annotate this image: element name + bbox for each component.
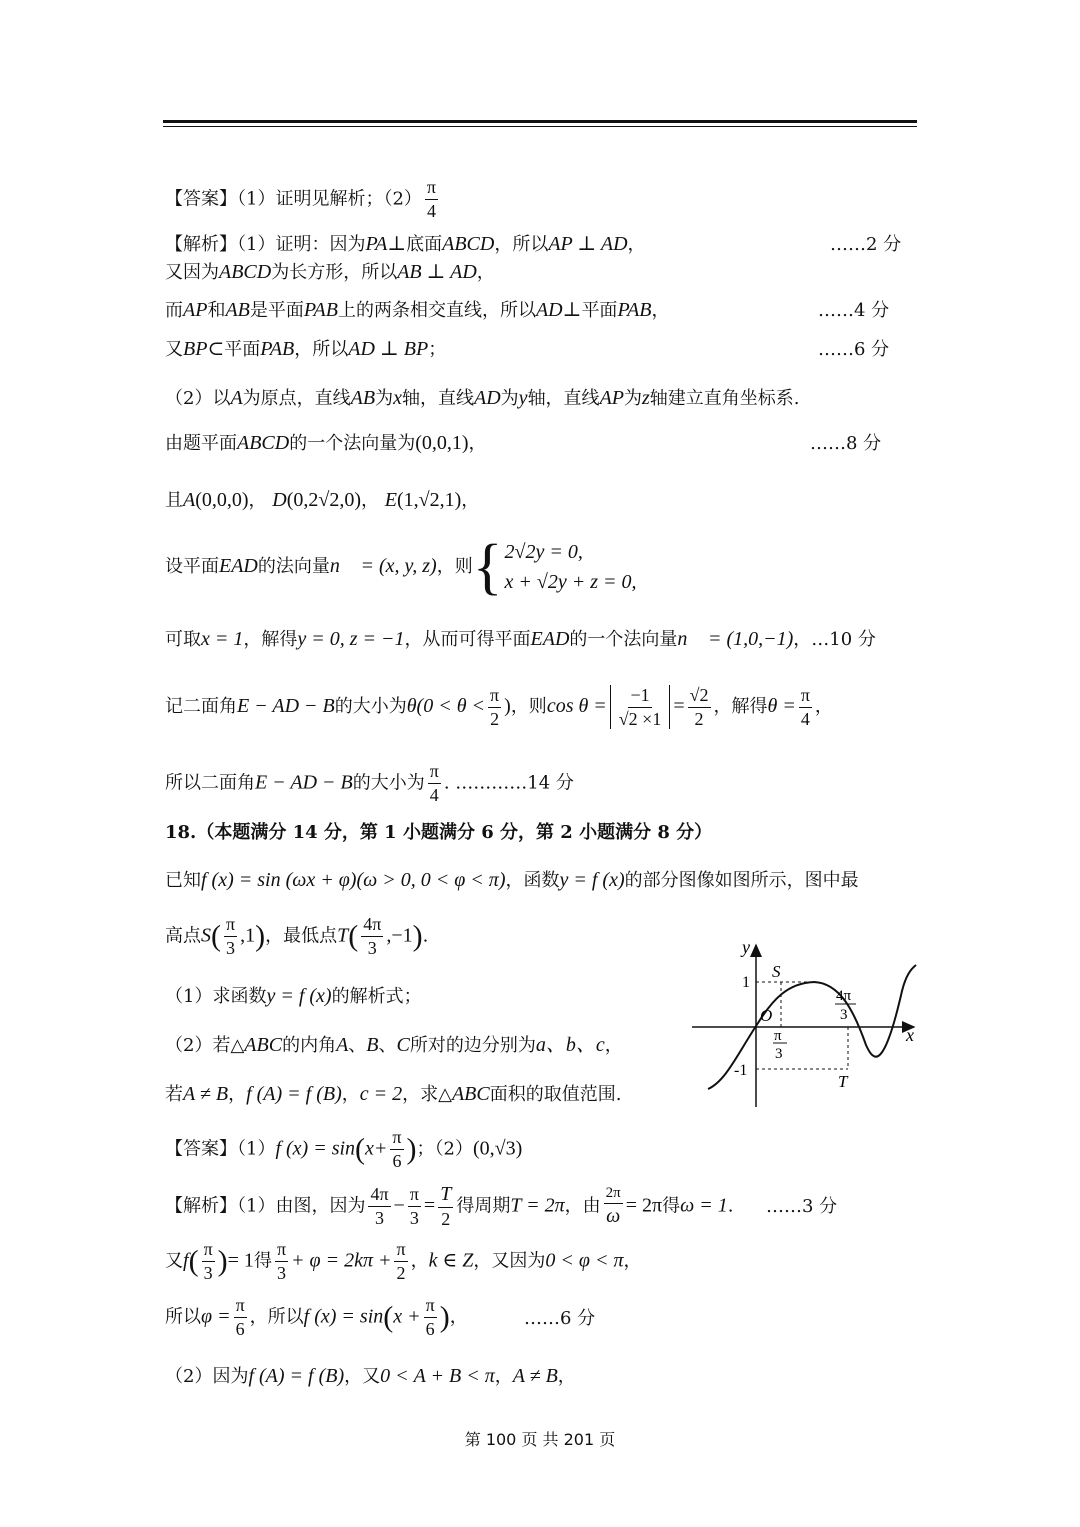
solution-17-line-1: 【解析】（1）证明：因为PA⊥底面ABCD，所以AP ⊥ AD， (165, 233, 646, 255)
score-6-b: ……6 分 (524, 1308, 596, 1329)
score-6: ……6 分 (818, 339, 890, 360)
solution-17-line-4: 又BP⊂平面PAB，所以AD ⊥ BP； (165, 338, 447, 360)
score-4: ……4 分 (818, 300, 890, 321)
solution-17-line-5: （2）以A为原点，直线AB为x轴，直线AD为y轴，直线AP为z轴建立直角坐标系. (165, 387, 800, 409)
solution-17-line-2: 又因为ABCD为长方形，所以AB ⊥ AD， (165, 261, 495, 283)
fraction-neg1: $\frac{-1}{√2 \times 1}$ (618, 684, 662, 729)
question-18-line-2: 高点S( $\frac{\pi}{3}$ ,1)，最低点T( $\frac{4\pi}{3}$ ,−1). (165, 914, 429, 958)
solution-17-line-9: 可取x = 1，解得y = 0, z = −1，从而可得平面EAD的一个法向量n⃗ = (1,0,−1)，…10 分 (165, 628, 876, 650)
fraction-pi-6: $\frac{\pi}{6}$ (392, 1127, 402, 1171)
tick-pi: π (774, 1028, 782, 1044)
solution-17-line-8: 设平面EAD的法向量n⃗ = (x, y, z)，则 { 2√2y = 0, x + √2y + z = 0, (165, 533, 637, 601)
solution-18-line-1: 【解析】（1）由图，因为 $\frac{4\pi}{3}$ − $\frac{\pi}{3}$ = $\frac{T}{2}$ 得周期T = 2π，由 $\frac{2\pi}{\omega}$ = 2π得ω = 1. (165, 1183, 734, 1229)
question-18-header: 18.（本题满分 14 分，第 1 小题满分 6 分，第 2 小题满分 8 分） (165, 822, 713, 843)
tick-three: 3 (775, 1046, 783, 1062)
fraction-4pi-3: $\frac{4\pi}{3}$ (363, 914, 382, 958)
solution-17-line-3: 而AP和AB是平面PAB上的两条相交直线，所以AD⊥平面PAB， (165, 299, 670, 321)
tick-three-b: 3 (840, 1007, 848, 1023)
solution-18-line-2: 又f( $\frac{\pi}{3}$ )= 1得 $\frac{\pi}{3}$ + φ = 2kπ + $\frac{\pi}{2}$ ，k ∈ Z，又因为0 < φ < π， (165, 1239, 642, 1283)
header-rule-thin (163, 126, 917, 127)
solution-17-line-6: 由题平面ABCD的一个法向量为(0,0,1)， (165, 432, 487, 454)
answer-17: 【答案】（1）证明见解析；（2） $\frac{\pi}{4}$ (165, 177, 436, 221)
fraction-sqrt2-2: $\frac{√2}{2}$ (689, 684, 709, 729)
score-8: ……8 分 (810, 433, 882, 454)
solution-17-line-7: 且A(0,0,0)， D(0,2√2,0)， E(1,√2,1)， (165, 489, 480, 511)
fraction-pi-4-c: $\frac{\pi}{4}$ (429, 761, 439, 805)
fraction-pi-3: $\frac{\pi}{3}$ (226, 914, 236, 958)
tick-label-neg1: -1 (734, 1062, 748, 1079)
point-t-label: T (838, 1072, 848, 1091)
fraction-pi-4: $\frac{\pi}{4}$ (426, 177, 436, 221)
solution-17-line-11: 所以二面角E − AD − B的大小为 $\frac{\pi}{4}$ . …………14 分 (165, 761, 574, 805)
question-18-line-4: （2）若△ABC的内角A、B、C所对的边分别为a、b、c， (165, 1034, 623, 1056)
tick-4pi: 4π (836, 988, 852, 1004)
y-axis-label: y (742, 937, 750, 957)
question-18-line-5: 若A ≠ B，f (A) = f (B)，c = 2，求△ABC面积的取值范围. (165, 1083, 622, 1105)
score-2: ……2 分 (830, 234, 902, 255)
tick-label-1: 1 (742, 974, 750, 991)
sine-graph-figure (688, 935, 923, 1110)
fraction-pi-4-b: $\frac{\pi}{4}$ (800, 684, 810, 729)
fraction-pi-2: $\frac{\pi}{2}$ (490, 684, 500, 729)
question-18-line-3: （1）求函数y = f (x)的解析式； (165, 985, 422, 1007)
equation-system: { 2√2y = 0, x + √2y + z = 0, (472, 533, 637, 601)
x-axis-label: x (906, 1025, 914, 1045)
header-rule-thick (163, 120, 917, 123)
page-footer: 第 100 页 共 201 页 (464, 1430, 616, 1449)
point-s-label: S (772, 962, 781, 981)
question-18-line-1: 已知f (x) = sin (ωx + φ)(ω > 0, 0 < φ < π)，函数y = f (x)的部分图像如图所示，图中最 (165, 869, 859, 891)
solution-18-line-4: （2）因为f (A) = f (B)，又0 < A + B < π，A ≠ B， (165, 1365, 576, 1387)
solution-17-line-10: 记二面角E − AD − B的大小为θ(0 < θ < $\frac{\pi}{2}$ )，则cos θ = $\frac{-1}{√2 \times 1}$ = $\frac{√2}{2}$ ，解得θ = $\frac{\pi}{4}$ ， (165, 684, 833, 729)
origin-label: O (760, 1006, 773, 1025)
solution-18-line-3: 所以φ = $\frac{\pi}{6}$ ，所以f (x) = sin(x + $\frac{\pi}{6}$ )， (165, 1295, 468, 1339)
score-3: ……3 分 (766, 1196, 838, 1217)
answer-18: 【答案】（1）f (x) = sin(x+ $\frac{\pi}{6}$ )；（2）(0,√3) (165, 1127, 523, 1171)
